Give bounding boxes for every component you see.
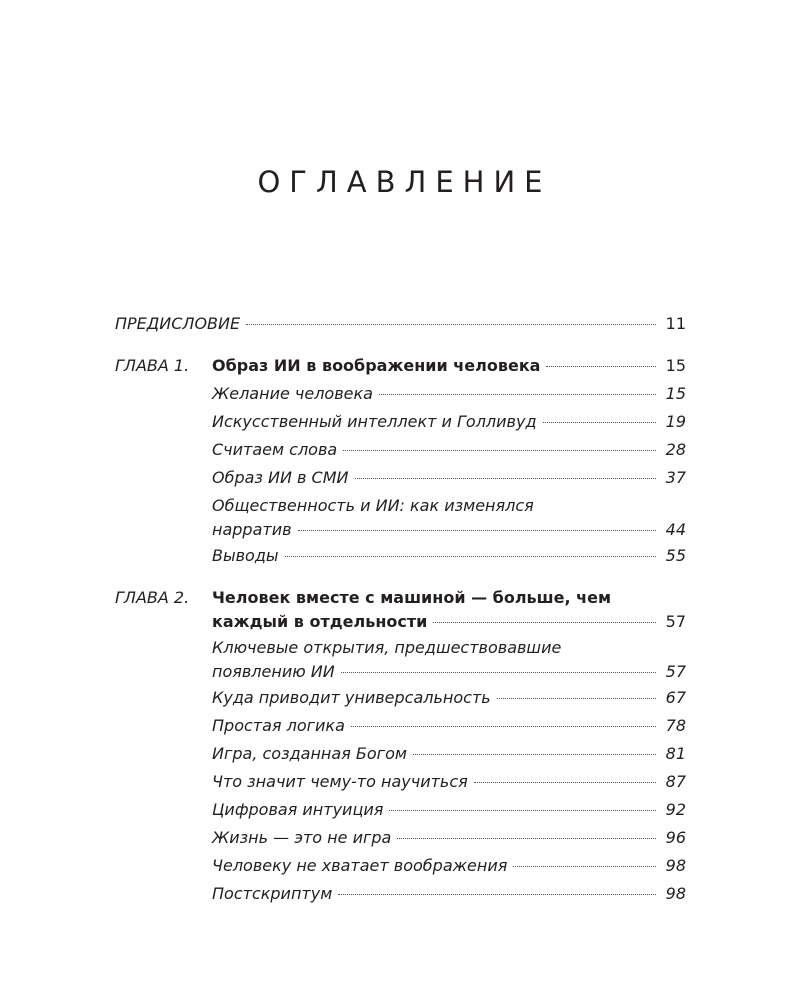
chapter-title-row[interactable] [212, 584, 686, 634]
page-number: 11 [665, 314, 686, 333]
page-number: 57 [665, 662, 686, 681]
dot-leader [379, 394, 656, 395]
toc-entry-preface[interactable] [115, 310, 686, 338]
chapter-title-row[interactable] [212, 352, 686, 380]
section-title: Желание человека [212, 384, 373, 403]
page-number: 37 [665, 468, 686, 487]
page-number: 15 [665, 384, 686, 403]
chapter-1 [115, 352, 686, 570]
dot-leader [474, 782, 656, 783]
toc-entry-section[interactable] [212, 880, 686, 908]
toc-entry-section[interactable] [212, 796, 686, 824]
toc-entry-section[interactable] [212, 852, 686, 880]
section-title: Цифровая интуиция [212, 800, 384, 819]
dot-leader [351, 726, 656, 727]
dot-leader [513, 866, 656, 867]
section-title: Искусственный интеллект и Голливуд [212, 412, 537, 431]
toc-entry-section[interactable] [212, 408, 686, 436]
page-number: 92 [665, 800, 686, 819]
section-title: Куда приводит универсальность [212, 688, 491, 707]
toc-entry-section[interactable] [212, 634, 686, 684]
chapter-title-line1: Человек вместе с машиной — больше, чем [212, 588, 612, 607]
dot-leader [433, 622, 656, 623]
page-number: 96 [665, 828, 686, 847]
toc-entry-section[interactable] [212, 380, 686, 408]
chapter-title-line2: каждый в отдельности [212, 612, 428, 631]
dot-leader [543, 422, 656, 423]
toc-entry-section[interactable] [212, 684, 686, 712]
dot-leader [343, 450, 656, 451]
page-number: 19 [665, 412, 686, 431]
dot-leader [246, 324, 656, 325]
section-title: Человеку не хватает воображения [212, 856, 508, 875]
toc-entry-section[interactable] [212, 542, 686, 570]
chapter-title: Образ ИИ в воображении человека [212, 356, 541, 375]
page-number: 57 [665, 612, 686, 631]
toc-entry-section[interactable] [212, 492, 686, 542]
page-number: 87 [665, 772, 686, 791]
section-title: Считаем слова [212, 440, 338, 459]
dot-leader [546, 366, 656, 367]
page-number: 28 [665, 440, 686, 459]
section-title: Постскриптум [212, 884, 333, 903]
chapter-2 [115, 584, 686, 908]
toc-entry-section[interactable] [212, 712, 686, 740]
section-title-line2: появлению ИИ [212, 662, 335, 681]
toc-entry-section[interactable] [212, 464, 686, 492]
section-title-line1: Ключевые открытия, предшествовавшие [212, 638, 562, 657]
section-title-line1: Общественность и ИИ: как изменялся [212, 496, 534, 515]
dot-leader [389, 810, 656, 811]
page-number: 15 [665, 356, 686, 375]
toc-entry-section[interactable] [212, 824, 686, 852]
section-title: Выводы [212, 546, 279, 565]
toc-entry-section[interactable] [212, 768, 686, 796]
section-title: Что значит чему-то научиться [212, 772, 468, 791]
dot-leader [341, 672, 656, 673]
chapter-label: ГЛАВА 2. [115, 588, 190, 607]
dot-leader [285, 556, 656, 557]
page-number: 55 [665, 546, 686, 565]
page-number: 44 [665, 520, 686, 539]
dot-leader [338, 894, 656, 895]
toc-entry-section[interactable] [212, 740, 686, 768]
dot-leader [355, 478, 657, 479]
section-title: Образ ИИ в СМИ [212, 468, 349, 487]
page-number: 67 [665, 688, 686, 707]
table-of-contents [115, 310, 686, 922]
dot-leader [397, 838, 656, 839]
toc-entry-section[interactable] [212, 436, 686, 464]
section-title-line2: нарратив [212, 520, 292, 539]
section-title: Игра, созданная Богом [212, 744, 407, 763]
toc-entry-label: ПРЕДИСЛОВИЕ [115, 314, 241, 333]
section-title: Жизнь — это не игра [212, 828, 392, 847]
section-title: Простая логика [212, 716, 345, 735]
dot-leader [497, 698, 656, 699]
page-title: ОГЛАВЛЕНИЕ [257, 165, 552, 199]
page-number: 98 [665, 856, 686, 875]
page-number: 98 [665, 884, 686, 903]
dot-leader [413, 754, 656, 755]
page-number: 81 [665, 744, 686, 763]
page-number: 78 [665, 716, 686, 735]
dot-leader [298, 530, 656, 531]
chapter-label: ГЛАВА 1. [115, 356, 190, 375]
